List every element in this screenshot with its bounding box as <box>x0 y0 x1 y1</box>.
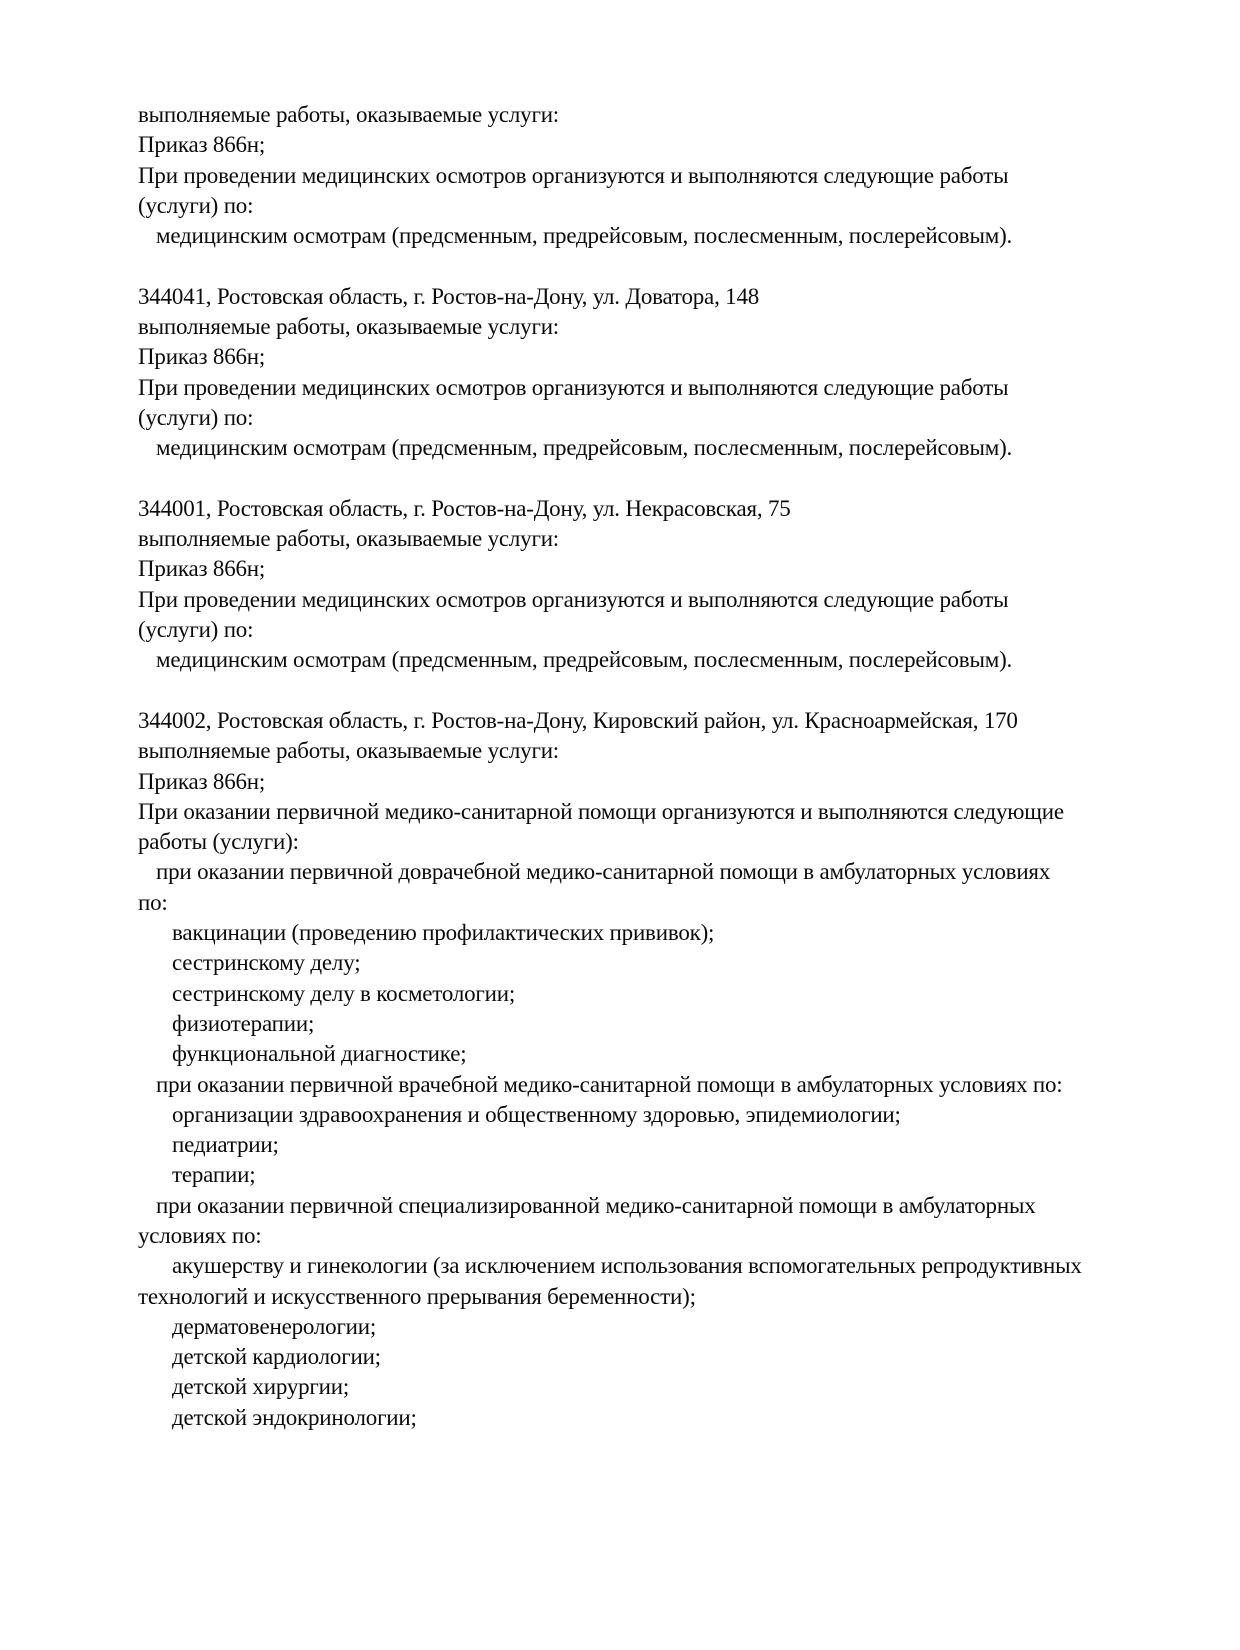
document-line: (услуги) по: <box>138 404 254 430</box>
document-line: Приказ 866н; <box>138 132 266 158</box>
address-block-344041 <box>138 282 1218 464</box>
document-line: 344001, Ростовская область, г. Ростов-на-Дону, ул. Некрасовская, 75 <box>138 495 791 521</box>
document-line: детской кардиологии; <box>172 1344 381 1370</box>
document-line: технологий и искусственного прерывания беременности); <box>138 1283 696 1309</box>
document-line: выполняемые работы, оказываемые услуги: <box>138 738 560 764</box>
document-line: сестринскому делу в косметологии; <box>172 980 516 1006</box>
document-line: детской хирургии; <box>172 1374 350 1400</box>
document-line: при оказании первичной доврачебной медико-санитарной помощи в амбулаторных условиях <box>156 859 1051 885</box>
document-line: При оказании первичной медико-санитарной помощи организуются и выполняются следующие <box>138 798 1064 824</box>
document-line: работы (услуги): <box>138 829 299 855</box>
document-line: (услуги) по: <box>138 617 254 643</box>
document-line: условиях по: <box>138 1222 262 1248</box>
document-line: дерматовенерологии; <box>172 1313 377 1339</box>
document-line: выполняемые работы, оказываемые услуги: <box>138 102 560 127</box>
document-line: При проведении медицинских осмотров организуются и выполняются следующие работы <box>138 162 1009 188</box>
document-line: выполняемые работы, оказываемые услуги: <box>138 526 560 552</box>
document-line: функциональной диагностике; <box>172 1041 467 1067</box>
document-line: терапии; <box>172 1162 256 1188</box>
document-line: акушерству и гинекологии (за исключением использования вспомогательных репродуктивных <box>172 1253 1082 1279</box>
document-line: Приказ 866н; <box>138 768 266 794</box>
document-line: Приказ 866н; <box>138 556 266 582</box>
address-block-344001 <box>138 494 1218 676</box>
document-line: Приказ 866н; <box>138 344 266 370</box>
document-line: вакцинации (проведению профилактических прививок); <box>172 920 715 946</box>
document-line: (услуги) по: <box>138 192 254 218</box>
document-line: При проведении медицинских осмотров организуются и выполняются следующие работы <box>138 374 1009 400</box>
services-block-continuation <box>138 100 1218 251</box>
document-line: медицинским осмотрам (предсменным, предрейсовым, послесменным, послерейсовым). <box>156 435 1013 461</box>
document-line: по: <box>138 889 168 915</box>
document-line: детской эндокринологии; <box>172 1404 417 1430</box>
document-line: 344002, Ростовская область, г. Ростов-на-Дону, Кировский район, ул. Красноармейская, 170 <box>138 707 1018 733</box>
document-content <box>138 100 1218 1433</box>
document-line: педиатрии; <box>172 1132 279 1158</box>
document-line: организации здравоохранения и общественному здоровью, эпидемиологии; <box>172 1101 901 1127</box>
document-line: медицинским осмотрам (предсменным, предрейсовым, послесменным, послерейсовым). <box>156 223 1013 249</box>
document-line: при оказании первичной врачебной медико-санитарной помощи в амбулаторных условиях по: <box>156 1071 1063 1097</box>
document-line: при оказании первичной специализированной медико-санитарной помощи в амбулаторных <box>156 1192 1036 1218</box>
document-line: При проведении медицинских осмотров организуются и выполняются следующие работы <box>138 586 1009 612</box>
document-line: 344041, Ростовская область, г. Ростов-на-Дону, ул. Доватора, 148 <box>138 283 760 309</box>
document-line: выполняемые работы, оказываемые услуги: <box>138 314 560 340</box>
address-block-344002 <box>138 706 1218 1433</box>
document-line: медицинским осмотрам (предсменным, предрейсовым, послесменным, послерейсовым). <box>156 647 1013 673</box>
document-line: физиотерапии; <box>172 1010 315 1036</box>
document-line: сестринскому делу; <box>172 950 361 976</box>
